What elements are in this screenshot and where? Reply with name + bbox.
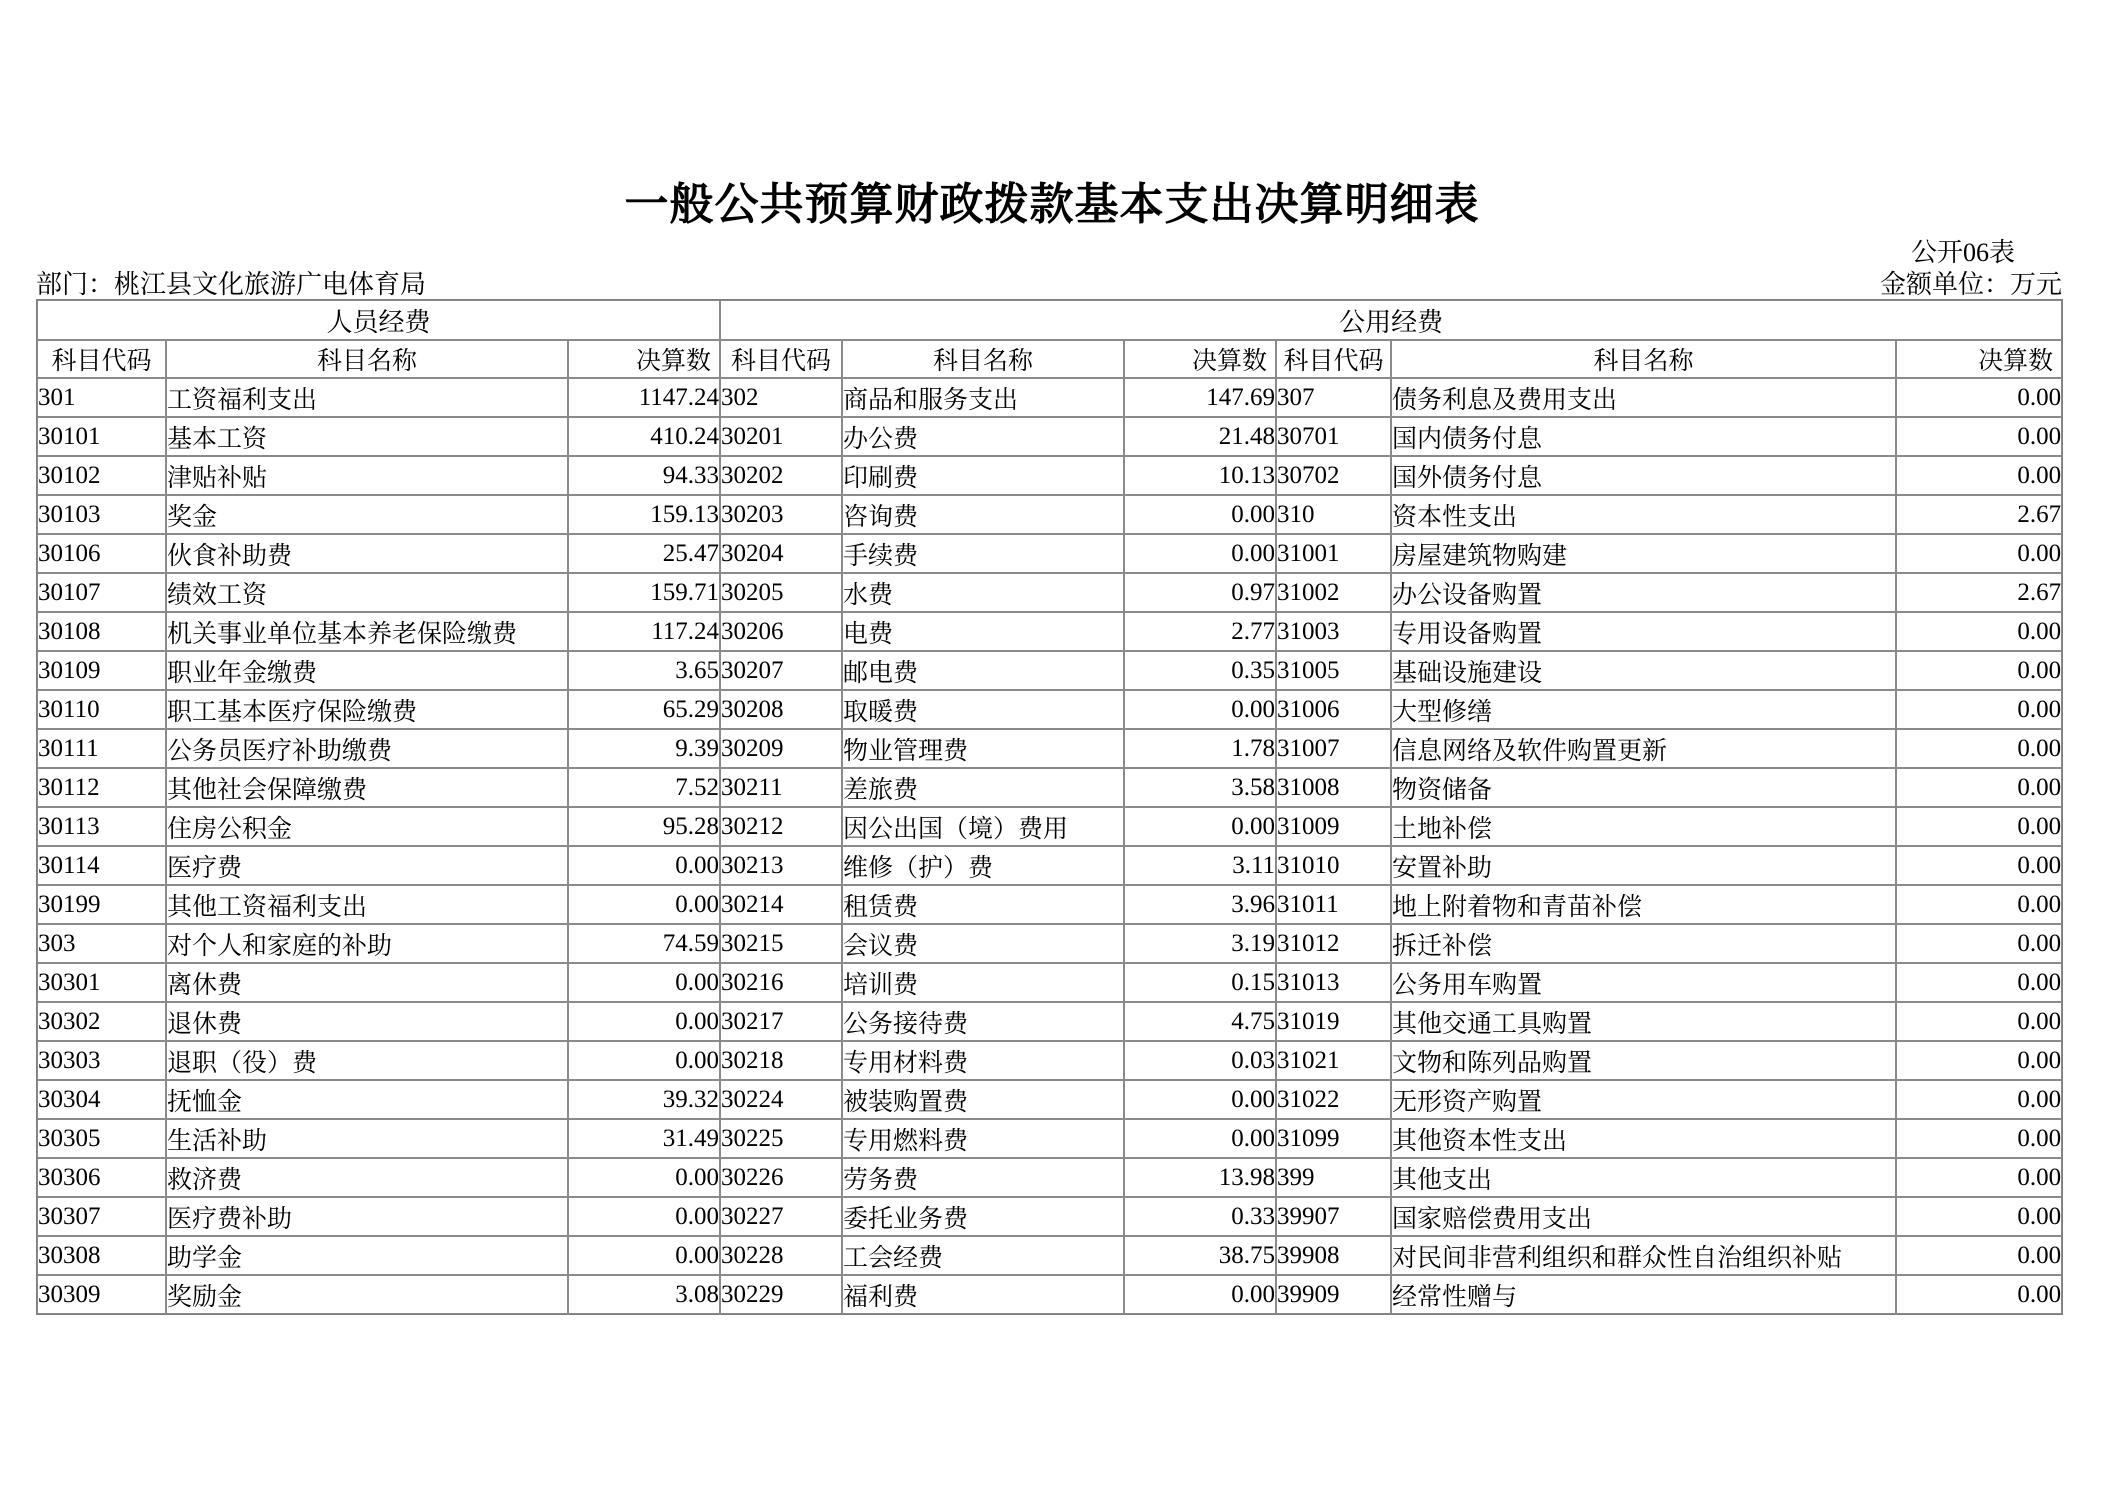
name-cell: 资本性支出 — [1391, 495, 1896, 534]
page-title: 一般公共预算财政拨款基本支出决算明细表 — [624, 180, 1480, 229]
table-row — [37, 651, 2062, 690]
value-cell: 74.59 — [568, 924, 720, 963]
code-cell: 30701 — [1276, 417, 1391, 456]
name-cell: 商品和服务支出 — [842, 378, 1124, 417]
name-cell: 印刷费 — [842, 456, 1124, 495]
table-row — [37, 768, 2062, 807]
column-header-name: 科目名称 — [166, 340, 568, 378]
table-row — [37, 1158, 2062, 1197]
code-cell: 31019 — [1276, 1002, 1391, 1041]
expenditure-table — [36, 299, 2063, 1315]
value-cell: 0.00 — [568, 963, 720, 1002]
table-row — [37, 456, 2062, 495]
name-cell: 专用材料费 — [842, 1041, 1124, 1080]
name-cell: 绩效工资 — [166, 573, 568, 612]
column-header-value: 决算数 — [1124, 340, 1276, 378]
code-cell: 31021 — [1276, 1041, 1391, 1080]
code-cell: 31099 — [1276, 1119, 1391, 1158]
name-cell: 生活补助 — [166, 1119, 568, 1158]
code-cell: 30110 — [37, 690, 166, 729]
code-cell: 399 — [1276, 1158, 1391, 1197]
value-cell: 3.19 — [1124, 924, 1276, 963]
value-cell: 0.00 — [1124, 495, 1276, 534]
table-row — [37, 1002, 2062, 1041]
name-cell: 无形资产购置 — [1391, 1080, 1896, 1119]
name-cell: 福利费 — [842, 1275, 1124, 1314]
code-cell: 30307 — [37, 1197, 166, 1236]
name-cell: 职工基本医疗保险缴费 — [166, 690, 568, 729]
code-cell: 30218 — [720, 1041, 842, 1080]
value-cell: 10.13 — [1124, 456, 1276, 495]
name-cell: 地上附着物和青苗补偿 — [1391, 885, 1896, 924]
name-cell: 工资福利支出 — [166, 378, 568, 417]
name-cell: 债务利息及费用支出 — [1391, 378, 1896, 417]
value-cell: 95.28 — [568, 807, 720, 846]
code-cell: 30216 — [720, 963, 842, 1002]
code-cell: 31012 — [1276, 924, 1391, 963]
name-cell: 基础设施建设 — [1391, 651, 1896, 690]
code-cell: 31001 — [1276, 534, 1391, 573]
name-cell: 文物和陈列品购置 — [1391, 1041, 1896, 1080]
table-row — [37, 1080, 2062, 1119]
value-cell: 2.67 — [1896, 495, 2062, 534]
value-cell: 0.00 — [1896, 1002, 2062, 1041]
table-row — [37, 846, 2062, 885]
column-header-value: 决算数 — [1896, 340, 2062, 378]
name-cell: 离休费 — [166, 963, 568, 1002]
name-cell: 公务接待费 — [842, 1002, 1124, 1041]
name-cell: 安置补助 — [1391, 846, 1896, 885]
code-cell: 30208 — [720, 690, 842, 729]
code-cell: 30212 — [720, 807, 842, 846]
value-cell: 0.00 — [1896, 807, 2062, 846]
value-cell: 39.32 — [568, 1080, 720, 1119]
value-cell: 147.69 — [1124, 378, 1276, 417]
value-cell: 0.00 — [1124, 690, 1276, 729]
name-cell: 取暖费 — [842, 690, 1124, 729]
code-cell: 31002 — [1276, 573, 1391, 612]
value-cell: 410.24 — [568, 417, 720, 456]
code-cell: 30211 — [720, 768, 842, 807]
name-cell: 抚恤金 — [166, 1080, 568, 1119]
code-cell: 31022 — [1276, 1080, 1391, 1119]
code-cell: 303 — [37, 924, 166, 963]
name-cell: 医疗费 — [166, 846, 568, 885]
code-cell: 30229 — [720, 1275, 842, 1314]
name-cell: 国家赔偿费用支出 — [1391, 1197, 1896, 1236]
code-cell: 310 — [1276, 495, 1391, 534]
code-cell: 30199 — [37, 885, 166, 924]
name-cell: 其他工资福利支出 — [166, 885, 568, 924]
name-cell: 对个人和家庭的补助 — [166, 924, 568, 963]
value-cell: 0.00 — [1896, 456, 2062, 495]
value-cell: 3.11 — [1124, 846, 1276, 885]
table-row — [37, 1041, 2062, 1080]
value-cell: 0.00 — [1896, 885, 2062, 924]
code-cell: 31007 — [1276, 729, 1391, 768]
value-cell: 0.00 — [568, 1158, 720, 1197]
code-cell: 31003 — [1276, 612, 1391, 651]
table-row — [37, 495, 2062, 534]
value-cell: 9.39 — [568, 729, 720, 768]
name-cell: 咨询费 — [842, 495, 1124, 534]
code-cell: 30301 — [37, 963, 166, 1002]
name-cell: 委托业务费 — [842, 1197, 1124, 1236]
group-header-row — [37, 300, 2062, 340]
name-cell: 退职（役）费 — [166, 1041, 568, 1080]
name-cell: 国内债务付息 — [1391, 417, 1896, 456]
value-cell: 0.00 — [1896, 378, 2062, 417]
code-cell: 30108 — [37, 612, 166, 651]
code-cell: 30702 — [1276, 456, 1391, 495]
code-cell: 30103 — [37, 495, 166, 534]
name-cell: 退休费 — [166, 1002, 568, 1041]
name-cell: 电费 — [842, 612, 1124, 651]
code-cell: 307 — [1276, 378, 1391, 417]
table-row — [37, 963, 2062, 1002]
column-header-value: 决算数 — [568, 340, 720, 378]
column-header-row — [37, 340, 2062, 378]
value-cell: 0.00 — [1124, 1275, 1276, 1314]
value-cell: 2.77 — [1124, 612, 1276, 651]
code-cell: 301 — [37, 378, 166, 417]
value-cell: 0.00 — [1896, 1119, 2062, 1158]
code-cell: 30101 — [37, 417, 166, 456]
name-cell: 差旅费 — [842, 768, 1124, 807]
value-cell: 4.75 — [1124, 1002, 1276, 1041]
name-cell: 手续费 — [842, 534, 1124, 573]
table-row — [37, 573, 2062, 612]
column-header-name: 科目名称 — [842, 340, 1124, 378]
code-cell: 30213 — [720, 846, 842, 885]
value-cell: 159.71 — [568, 573, 720, 612]
code-cell: 30113 — [37, 807, 166, 846]
name-cell: 机关事业单位基本养老保险缴费 — [166, 612, 568, 651]
value-cell: 0.00 — [568, 885, 720, 924]
column-header-code: 科目代码 — [1276, 340, 1391, 378]
name-cell: 大型修缮 — [1391, 690, 1896, 729]
code-cell: 30209 — [720, 729, 842, 768]
value-cell: 3.58 — [1124, 768, 1276, 807]
value-cell: 0.00 — [1896, 534, 2062, 573]
code-cell: 30201 — [720, 417, 842, 456]
name-cell: 基本工资 — [166, 417, 568, 456]
name-cell: 国外债务付息 — [1391, 456, 1896, 495]
code-cell: 31011 — [1276, 885, 1391, 924]
name-cell: 奖励金 — [166, 1275, 568, 1314]
department-label: 部门：桃江县文化旅游广电体育局 — [36, 270, 427, 299]
code-cell: 31009 — [1276, 807, 1391, 846]
code-cell: 30111 — [37, 729, 166, 768]
value-cell: 0.00 — [1896, 1275, 2062, 1314]
name-cell: 土地补偿 — [1391, 807, 1896, 846]
value-cell: 0.00 — [1896, 1041, 2062, 1080]
name-cell: 其他交通工具购置 — [1391, 1002, 1896, 1041]
name-cell: 拆迁补偿 — [1391, 924, 1896, 963]
code-cell: 30227 — [720, 1197, 842, 1236]
table-row — [37, 1119, 2062, 1158]
value-cell: 0.00 — [1896, 768, 2062, 807]
code-cell: 30107 — [37, 573, 166, 612]
table-row — [37, 378, 2062, 417]
value-cell: 3.65 — [568, 651, 720, 690]
code-cell: 30205 — [720, 573, 842, 612]
code-cell: 30214 — [720, 885, 842, 924]
name-cell: 会议费 — [842, 924, 1124, 963]
value-cell: 0.35 — [1124, 651, 1276, 690]
code-cell: 30305 — [37, 1119, 166, 1158]
value-cell: 3.08 — [568, 1275, 720, 1314]
code-cell: 31008 — [1276, 768, 1391, 807]
name-cell: 被装购置费 — [842, 1080, 1124, 1119]
unit-label: 金额单位：万元 — [1879, 270, 2062, 299]
column-header-code: 科目代码 — [720, 340, 842, 378]
code-cell: 30215 — [720, 924, 842, 963]
name-cell: 公务用车购置 — [1391, 963, 1896, 1002]
name-cell: 劳务费 — [842, 1158, 1124, 1197]
name-cell: 专用燃料费 — [842, 1119, 1124, 1158]
name-cell: 对民间非营利组织和群众性自治组织补贴 — [1391, 1236, 1896, 1275]
code-cell: 30225 — [720, 1119, 842, 1158]
name-cell: 经常性赠与 — [1391, 1275, 1896, 1314]
code-cell: 30306 — [37, 1158, 166, 1197]
code-cell: 39907 — [1276, 1197, 1391, 1236]
group-header-personnel: 人员经费 — [37, 300, 720, 340]
column-header-name: 科目名称 — [1391, 340, 1896, 378]
name-cell: 房屋建筑物购建 — [1391, 534, 1896, 573]
value-cell: 0.00 — [568, 1197, 720, 1236]
code-cell: 30106 — [37, 534, 166, 573]
name-cell: 伙食补助费 — [166, 534, 568, 573]
name-cell: 职业年金缴费 — [166, 651, 568, 690]
code-cell: 30102 — [37, 456, 166, 495]
name-cell: 信息网络及软件购置更新 — [1391, 729, 1896, 768]
code-cell: 31013 — [1276, 963, 1391, 1002]
code-cell: 31005 — [1276, 651, 1391, 690]
value-cell: 0.00 — [568, 1002, 720, 1041]
code-cell: 30303 — [37, 1041, 166, 1080]
value-cell: 159.13 — [568, 495, 720, 534]
table-row — [37, 534, 2062, 573]
table-code-label: 公开06表 — [1910, 238, 2015, 267]
column-header-code: 科目代码 — [37, 340, 166, 378]
value-cell: 0.00 — [1124, 534, 1276, 573]
code-cell: 31010 — [1276, 846, 1391, 885]
table-row — [37, 1275, 2062, 1314]
name-cell: 住房公积金 — [166, 807, 568, 846]
name-cell: 奖金 — [166, 495, 568, 534]
name-cell: 办公费 — [842, 417, 1124, 456]
name-cell: 邮电费 — [842, 651, 1124, 690]
value-cell: 0.15 — [1124, 963, 1276, 1002]
value-cell: 0.00 — [568, 1236, 720, 1275]
name-cell: 工会经费 — [842, 1236, 1124, 1275]
value-cell: 94.33 — [568, 456, 720, 495]
name-cell: 专用设备购置 — [1391, 612, 1896, 651]
code-cell: 39908 — [1276, 1236, 1391, 1275]
name-cell: 助学金 — [166, 1236, 568, 1275]
value-cell: 0.00 — [1124, 807, 1276, 846]
value-cell: 0.00 — [1896, 1197, 2062, 1236]
code-cell: 30308 — [37, 1236, 166, 1275]
table-row — [37, 1236, 2062, 1275]
value-cell: 31.49 — [568, 1119, 720, 1158]
value-cell: 0.00 — [1896, 963, 2062, 1002]
code-cell: 30203 — [720, 495, 842, 534]
code-cell: 30224 — [720, 1080, 842, 1119]
value-cell: 0.03 — [1124, 1041, 1276, 1080]
value-cell: 0.97 — [1124, 573, 1276, 612]
value-cell: 0.00 — [1896, 1236, 2062, 1275]
group-header-public: 公用经费 — [720, 300, 2062, 340]
code-cell: 30309 — [37, 1275, 166, 1314]
value-cell: 65.29 — [568, 690, 720, 729]
value-cell: 0.00 — [1896, 612, 2062, 651]
name-cell: 其他支出 — [1391, 1158, 1896, 1197]
code-cell: 30204 — [720, 534, 842, 573]
code-cell: 30114 — [37, 846, 166, 885]
value-cell: 0.00 — [1896, 846, 2062, 885]
code-cell: 30207 — [720, 651, 842, 690]
value-cell: 7.52 — [568, 768, 720, 807]
code-cell: 30206 — [720, 612, 842, 651]
value-cell: 0.00 — [568, 846, 720, 885]
name-cell: 其他资本性支出 — [1391, 1119, 1896, 1158]
table-row — [37, 1197, 2062, 1236]
name-cell: 办公设备购置 — [1391, 573, 1896, 612]
name-cell: 救济费 — [166, 1158, 568, 1197]
code-cell: 30202 — [720, 456, 842, 495]
table-row — [37, 729, 2062, 768]
table-row — [37, 885, 2062, 924]
value-cell: 38.75 — [1124, 1236, 1276, 1275]
code-cell: 31006 — [1276, 690, 1391, 729]
name-cell: 物业管理费 — [842, 729, 1124, 768]
value-cell: 117.24 — [568, 612, 720, 651]
value-cell: 0.33 — [1124, 1197, 1276, 1236]
code-cell: 30302 — [37, 1002, 166, 1041]
value-cell: 25.47 — [568, 534, 720, 573]
value-cell: 0.00 — [1896, 1158, 2062, 1197]
name-cell: 水费 — [842, 573, 1124, 612]
value-cell: 1147.24 — [568, 378, 720, 417]
code-cell: 302 — [720, 378, 842, 417]
value-cell: 0.00 — [1896, 417, 2062, 456]
name-cell: 其他社会保障缴费 — [166, 768, 568, 807]
name-cell: 公务员医疗补助缴费 — [166, 729, 568, 768]
code-cell: 30217 — [720, 1002, 842, 1041]
table-row — [37, 690, 2062, 729]
value-cell: 13.98 — [1124, 1158, 1276, 1197]
table-row — [37, 924, 2062, 963]
value-cell: 1.78 — [1124, 729, 1276, 768]
name-cell: 医疗费补助 — [166, 1197, 568, 1236]
value-cell: 2.67 — [1896, 573, 2062, 612]
code-cell: 30228 — [720, 1236, 842, 1275]
code-cell: 30304 — [37, 1080, 166, 1119]
value-cell: 3.96 — [1124, 885, 1276, 924]
code-cell: 30112 — [37, 768, 166, 807]
name-cell: 租赁费 — [842, 885, 1124, 924]
value-cell: 0.00 — [568, 1041, 720, 1080]
name-cell: 培训费 — [842, 963, 1124, 1002]
code-cell: 39909 — [1276, 1275, 1391, 1314]
value-cell: 0.00 — [1896, 924, 2062, 963]
value-cell: 0.00 — [1896, 651, 2062, 690]
meta-row — [36, 264, 2062, 301]
name-cell: 物资储备 — [1391, 768, 1896, 807]
value-cell: 0.00 — [1896, 690, 2062, 729]
code-cell: 30226 — [720, 1158, 842, 1197]
value-cell: 0.00 — [1124, 1080, 1276, 1119]
value-cell: 0.00 — [1124, 1119, 1276, 1158]
table-row — [37, 807, 2062, 846]
table-row — [37, 612, 2062, 651]
value-cell: 21.48 — [1124, 417, 1276, 456]
name-cell: 津贴补贴 — [166, 456, 568, 495]
code-cell: 30109 — [37, 651, 166, 690]
value-cell: 0.00 — [1896, 729, 2062, 768]
name-cell: 维修（护）费 — [842, 846, 1124, 885]
table-row — [37, 417, 2062, 456]
value-cell: 0.00 — [1896, 1080, 2062, 1119]
name-cell: 因公出国（境）费用 — [842, 807, 1124, 846]
